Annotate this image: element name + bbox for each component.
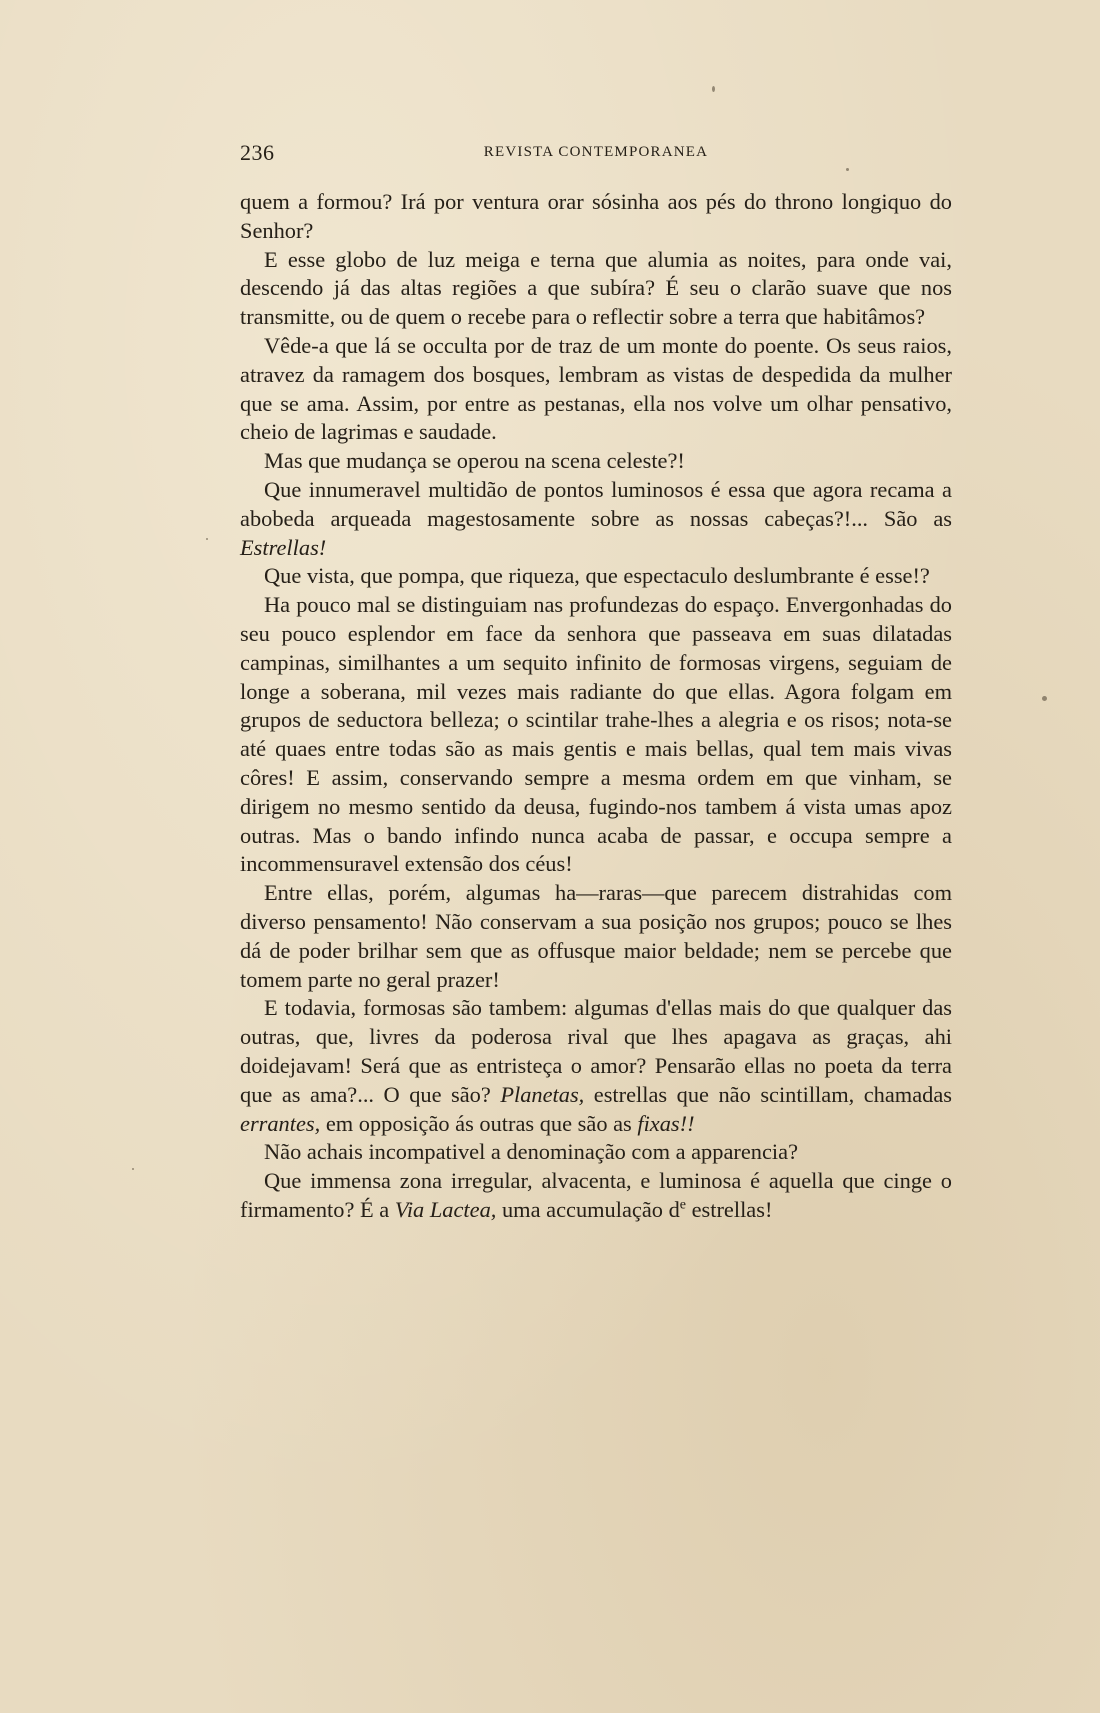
paragraph-text: em opposição ás outras que são as (320, 1110, 638, 1136)
scan-speck (712, 86, 715, 92)
paragraph-text: uma accumulação d (496, 1196, 680, 1222)
italic-term: Estrellas! (240, 534, 327, 560)
paragraph: Ha pouco mal se distinguiam nas profundezas do espaço. Envergonhadas do seu pouco esplendor em face da senhora que passeava em suas dilatadas campinas, similhantes a um sequito infinito de formosas virgens, seguiam de longe a soberana, mil vezes mais radiante do que ellas. Agora folgam em grupos de seductora belleza; o scintilar trahe-lhes a alegria e os risos; nota-se até quaes entre todas são as mais gentis e mais bellas, qual tem mais vivas côres! E assim, conservando sempre a mesma ordem em que vinham, se dirigem no mesmo sentido da deusa, fugindo-nos tambem á vista umas apoz outras. Mas o bando infindo nunca acaba de passar, e occupa sempre a incommensuravel extensão dos céus! (240, 592, 952, 877)
page-header (240, 140, 952, 172)
paragraph-text: estrellas! (686, 1196, 773, 1222)
paragraph-text: estrellas que não scintillam, chamadas (584, 1081, 952, 1107)
italic-term: Planetas, (500, 1081, 585, 1107)
paragraph: E esse globo de luz meiga e terna que alumia as noites, para onde vai, descendo já das altas regiões a que subíra? É seu o clarão suave que nos transmitte, ou de quem o recebe para o reflectir sobre a terra que habitâmos? (240, 246, 952, 330)
paragraph-text: E todavia, formosas são tambem: algumas d'ellas mais do que qualquer das outras, que, livres da poderosa rival que lhes apagava as graças, ahi doidejavam! Será que as entristeça o amor? Pensarão ellas no poeta da terra que as ama?... O que são? (240, 995, 952, 1107)
scan-speck (1042, 696, 1047, 701)
running-head: REVISTA CONTEMPORANEA (483, 144, 709, 160)
scan-speck (206, 538, 208, 540)
paragraph (240, 476, 952, 562)
paragraph (240, 1167, 952, 1225)
paragraph (240, 994, 952, 1138)
paragraph: Entre ellas, porém, algumas ha—raras—que parecem distrahidas com diverso pensamento! Não conservam a sua posição nos grupos; pouco se lhes dá de poder brilhar sem que as offusque maior beldade; nem se percebe que tomem parte no geral prazer! (240, 880, 952, 992)
paragraph: Mas que mudança se operou na scena celeste?! (264, 448, 685, 474)
paragraph: quem a formou? Irá por ventura orar sósinha aos pés do throno longiquo do Senhor? (240, 189, 952, 243)
page-number: 236 (240, 140, 275, 165)
scan-speck (132, 1168, 134, 1170)
paragraph-text: Que innumeravel multidão de pontos luminosos é essa que agora recama a abobeda arqueada magestosamente sobre as nossas cabeças?!... São as (240, 476, 952, 531)
paragraph-text: Que immensa zona irregular, alvacenta, e luminosa é aquella que cinge o firmamento? É a (240, 1168, 952, 1222)
italic-term: Via Lactea, (394, 1196, 497, 1222)
paragraph: Que vista, que pompa, que riqueza, que espectaculo deslumbrante é esse!? (264, 563, 930, 589)
paragraph: Vêde-a que lá se occulta por de traz de um monte do poente. Os seus raios, atravez da ramagem dos bosques, lembram as vistas de despedida da mulher que se ama. Assim, por entre as pestanas, ella nos volve um olhar pensativo, cheio de lagrimas e saudade. (240, 332, 952, 445)
scan-speck (846, 168, 849, 171)
body-text (240, 188, 952, 1225)
italic-term: fixas!! (637, 1110, 695, 1136)
italic-term: errantes, (240, 1110, 321, 1136)
superscript-letter: e (679, 1197, 686, 1213)
paragraph: Não achais incompativel a denominação com a apparencia? (264, 1139, 799, 1165)
